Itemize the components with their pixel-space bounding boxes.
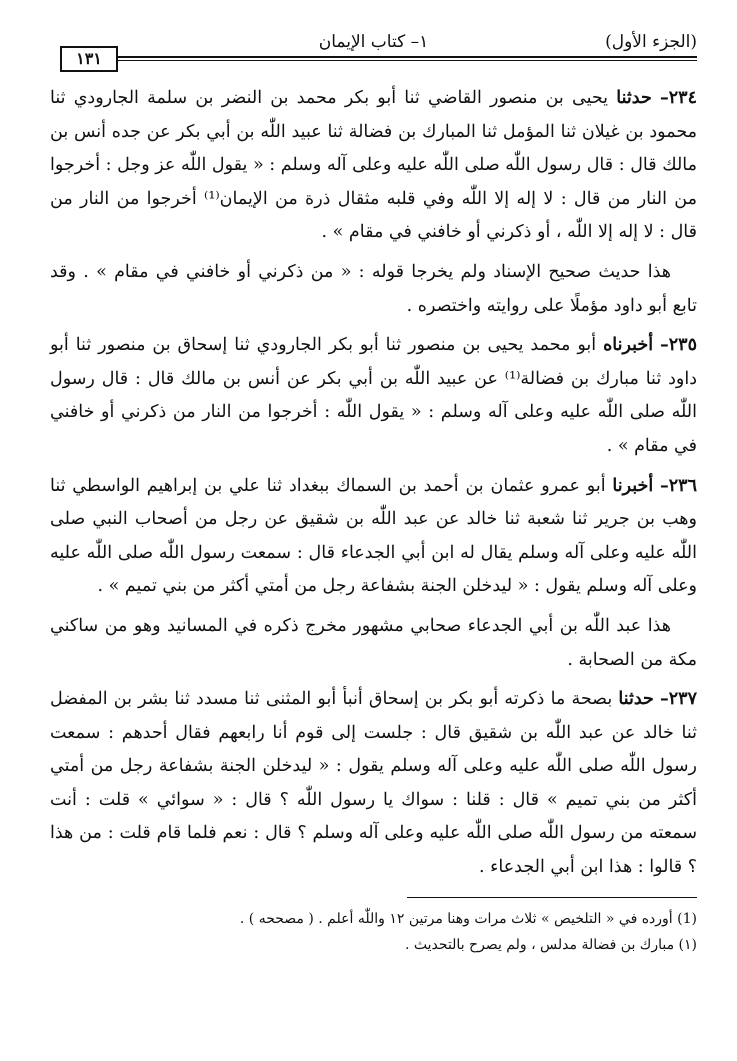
- hadith-entry: [50, 329, 697, 463]
- commentary-paragraph: [50, 256, 697, 323]
- page-body: [50, 82, 697, 885]
- volume-label: (الجزء الأول): [605, 32, 697, 52]
- hadith-text: يحيى بن منصور القاضي ثنا أبو بكر محمد بن النضر بن سلمة الجارودي ثنا محمود بن غيلان ثنا المؤمل ثنا المبارك بن فضالة ثنا عبيد اللّٰه بن أبي بكر عن جده أنس بن مالك قال : قال رسول اللّٰه صلى اللّٰه عليه وعلى آله وسلم : « يقول اللّٰه عز وجل : أخرجوا من النار من قال : لا إله إلا اللّٰه وفي قلبه مثقال ذرة من الإيمان⁽¹⁾ أخرجوا من النار من قال : لا إله إلا اللّٰه ، أو ذكرني أو خافني في مقام » .: [50, 88, 697, 243]
- footnote-rule: [407, 897, 697, 898]
- hadith-lead-word: حدثنا: [616, 88, 652, 108]
- footnote: (1) أورده في « التلخيص » ثلاث مرات وهنا مرتين ١٢ واللّٰه أعلم . ( مصححه ) .: [239, 910, 697, 927]
- hadith-number: ٢٣٤–: [660, 88, 697, 108]
- hadith-lead-word: حدثنا: [618, 689, 654, 710]
- hadith-lead-word: أخبرنا: [612, 475, 654, 496]
- hadith-number: ٢٣٧–: [660, 689, 697, 710]
- commentary-text: هذا حديث صحيح الإسناد ولم يخرجا قوله : « من ذكرني أو خافني في مقام » . وقد تابع أبو داود مؤملًا على روايته واختصره .: [50, 261, 697, 316]
- running-header: [50, 30, 697, 68]
- hadith-text: أبو محمد يحيى بن منصور ثنا أبو بكر الجارودي ثنا إسحاق بن منصور ثنا أبو داود ثنا مبارك بن فضالة⁽¹⁾ عن عبيد اللّٰه بن أبي بكر عن أنس بن مالك قال : قال رسول اللّٰه صلى اللّٰه عليه وعلى آله وسلم : « يقول اللّٰه : أخرجوا من النار من ذكرني أو خافني في مقام » .: [50, 335, 697, 456]
- hadith-number: ٢٣٥–: [660, 335, 697, 356]
- chapter-title: ١– كتاب الإيمان: [318, 32, 429, 52]
- page-number: ١٣١: [60, 46, 118, 72]
- commentary-text: هذا عبد اللّٰه بن أبي الجدعاء صحابي مشهور مخرج ذكره في المسانيد وهو من ساكني مكة من الصحابة .: [50, 615, 697, 670]
- hadith-entry: [50, 470, 697, 604]
- commentary-paragraph: [50, 610, 697, 677]
- hadith-number: ٢٣٦–: [660, 475, 697, 496]
- hadith-entry: [50, 683, 697, 885]
- hadith-text: أبو عمرو عثمان بن أحمد بن السماك ببغداد ثنا علي بن إبراهيم الواسطي ثنا وهب بن جرير ثنا شعبة ثنا خالد عن عبد اللّٰه بن شقيق عن رجل من أصحاب النبي صلى اللّٰه عليه وعلى آله وسلم يقال له ابن أبي الجدعاء قال : سمعت رسول اللّٰه صلى اللّٰه عليه وعلى آله وسلم يقول : « ليدخلن الجنة بشفاعة رجل من أمتي أكثر من بني تميم » .: [50, 475, 697, 597]
- hadith-lead-word: أخبرناه: [603, 335, 654, 356]
- header-rule: [114, 56, 697, 61]
- hadith-text: بصحة ما ذكرته أبو بكر بن إسحاق أنبأ أبو المثنى ثنا مسدد ثنا بشر بن المفضل ثنا خالد عن عبد اللّٰه بن شقيق قال : جلست إلى قوم أنا رابعهم فقال أحدهم : سمعت رسول اللّٰه صلى اللّٰه عليه وعلى آله وسلم يقول : « ليدخلن الجنة بشفاعة رجل من أمتي أكثر من بني تميم » قال : قلنا : سواك يا رسول اللّٰه ؟ قال : « سوائي » قلت : أنت سمعته من رسول اللّٰه صلى اللّٰه عليه وعلى آله وسلم ؟ قال : نعم فلما قام قلت : من هذا ؟ قالوا : هذا ابن أبي الجدعاء .: [50, 689, 697, 878]
- hadith-entry: [50, 82, 697, 250]
- footnote: (١) مبارك بن فضالة مدلس ، ولم يصرح بالتحديث .: [405, 936, 697, 953]
- footnotes: [50, 906, 697, 958]
